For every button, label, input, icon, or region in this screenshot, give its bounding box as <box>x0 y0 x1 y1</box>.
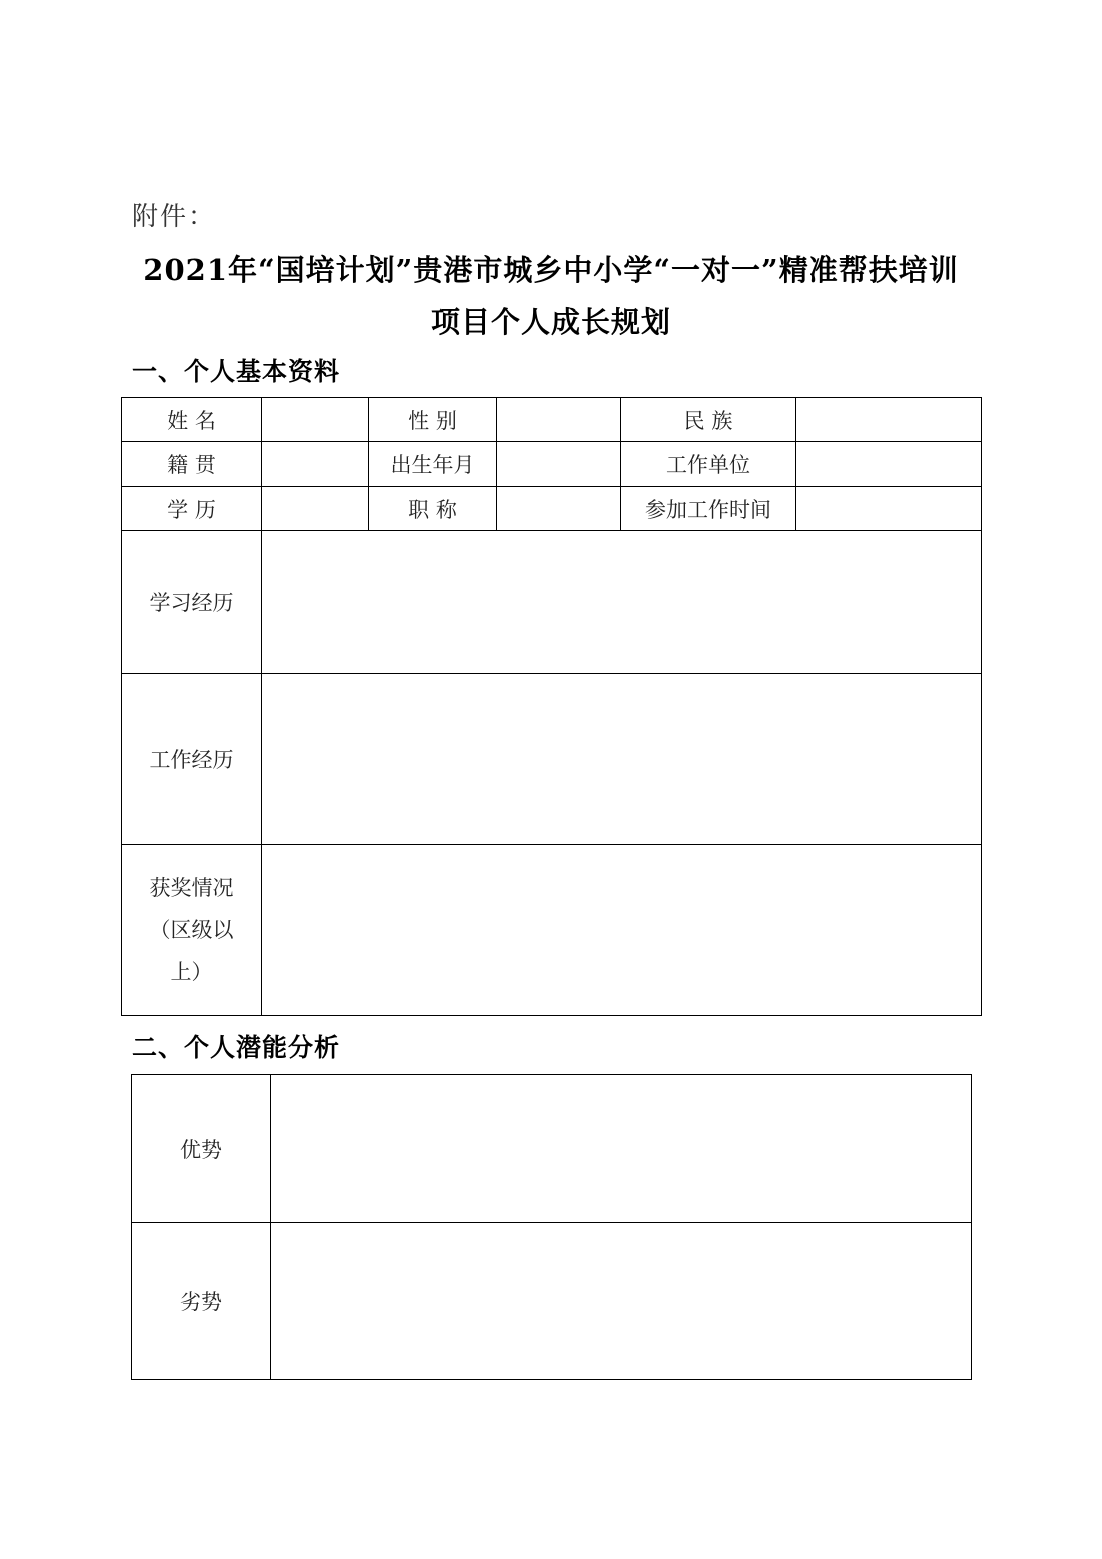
value-strengths[interactable] <box>271 1075 972 1223</box>
document-title-line1: 2021年“国培计划”贵港市城乡中小学“一对一”精准帮扶培训 <box>143 253 959 287</box>
value-title[interactable] <box>497 487 621 531</box>
potential-analysis-table <box>131 1074 972 1380</box>
value-name[interactable] <box>262 398 369 442</box>
label-education: 学 历 <box>122 487 262 531</box>
section-heading-potential: 二、个人潜能分析 <box>132 1033 341 1062</box>
document-title-line2: 项目个人成长规划 <box>430 305 671 339</box>
label-work-start: 参加工作时间 <box>621 487 796 531</box>
value-weaknesses[interactable] <box>271 1223 972 1380</box>
value-work-start[interactable] <box>796 487 982 531</box>
value-birth[interactable] <box>497 442 621 487</box>
section-heading-basic-info: 一、个人基本资料 <box>132 357 341 386</box>
label-gender: 性 别 <box>369 398 497 442</box>
label-work-unit: 工作单位 <box>621 442 796 487</box>
value-native-place[interactable] <box>262 442 369 487</box>
label-study-history: 学习经历 <box>122 531 262 674</box>
label-title: 职 称 <box>369 487 497 531</box>
value-education[interactable] <box>262 487 369 531</box>
label-name: 姓 名 <box>122 398 262 442</box>
value-study-history[interactable] <box>262 531 982 674</box>
label-birth: 出生年月 <box>369 442 497 487</box>
value-work-history[interactable] <box>262 674 982 845</box>
attachment-label: 附件： <box>132 202 217 232</box>
value-gender[interactable] <box>497 398 621 442</box>
label-weaknesses: 劣势 <box>132 1223 271 1380</box>
basic-info-table <box>121 397 982 1016</box>
label-awards: 获奖情况 （区级以 上） <box>122 845 262 1016</box>
label-native-place: 籍 贯 <box>122 442 262 487</box>
label-ethnicity: 民 族 <box>621 398 796 442</box>
value-awards[interactable] <box>262 845 982 1016</box>
value-ethnicity[interactable] <box>796 398 982 442</box>
label-strengths: 优势 <box>132 1075 271 1223</box>
value-work-unit[interactable] <box>796 442 982 487</box>
label-work-history: 工作经历 <box>122 674 262 845</box>
